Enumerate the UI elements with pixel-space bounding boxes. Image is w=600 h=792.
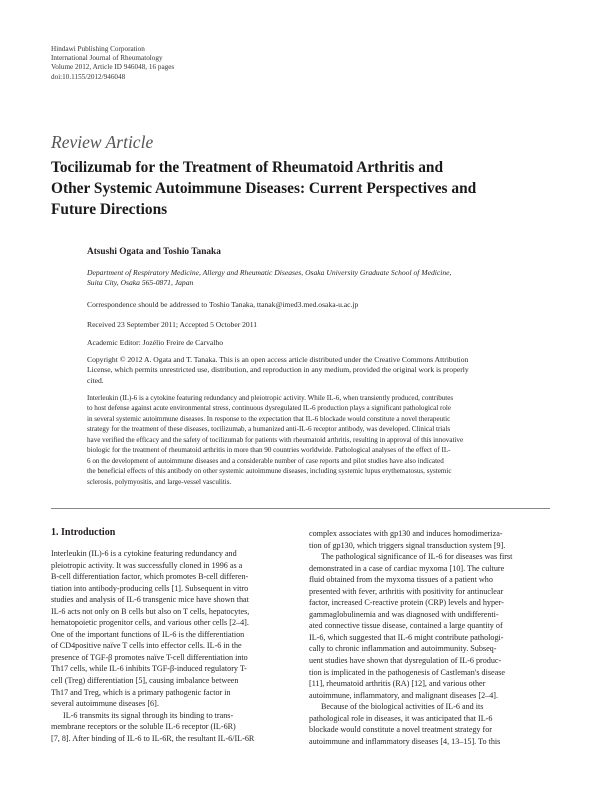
abstract-line: biologic for the treatment of rheumatoid arthritis in more than 90 countries worldwide. Pathological analyses of the effect of IL- [87,446,451,455]
body-line: autoimmune, inflammatory, and malignant diseases [2–4]. [309,690,499,700]
correspondence: Correspondence should be addressed to Toshio Tanaka, ttanak@imed3.med.osaka-u.ac.jp [87,300,359,309]
section-divider [51,508,550,509]
body-line: hematopoietic progenitor cells, and various other cells [2–4]. [51,618,249,628]
body-line: The pathological significance of IL-6 for diseases was first [321,552,513,562]
affiliation-line: Department of Respiratory Medicine, Allergy and Rheumatic Diseases, Osaka University Graduate School of Medicine, [87,268,452,277]
abstract-line: in several systemic autoimmune diseases. In response to the expectation that IL-6 blockade would constitute a novel therapeutic [87,414,451,423]
body-line: Th17 and Treg, which is a primary pathogenic factor in [51,687,231,697]
body-line: cell (Treg) differentiation [5], causing imbalance between [51,676,239,686]
left-column [51,548,292,744]
body-line: studies and analysis of IL-6 transgenic mice have shown that [51,595,249,605]
received-date: Received 23 September 2011; Accepted 5 October 2011 [87,320,258,329]
right-column [309,528,550,747]
body-line: [11], rheumatoid arthritis (RA) [12], and various other [309,679,486,689]
title-line: Other Systemic Autoimmune Diseases: Current Perspectives and [51,180,477,197]
body-line: tiation into antibody-producing cells [1]. Subsequent in vitro [51,583,249,593]
body-line: Interleukin (IL)-6 is a cytokine featuring redundancy and [51,549,237,558]
body-line: B-cell differentiation factor, which promotes B-cell differen- [51,572,249,582]
copyright-notice [87,355,550,386]
body-line: One of the important functions of IL-6 is the differentiation [51,629,245,639]
body-line: tion is implicated in the pathogenesis of Castleman's disease [309,667,505,677]
body-line: gammaglobulinemia and was diagnosed with undifferenti- [309,609,499,619]
journal-name: International Journal of Rheumatology [51,54,163,63]
affiliation-line: Suita City, Osaka 565-0871, Japan [87,278,194,288]
abstract-line: strategy for the treatment of these diseases, tocilizumab, a humanized anti-IL-6 receptor antibody, was developed. Clinical trials [87,425,451,434]
body-line: fluid obtained from the myxoma tissues of a patient who [309,575,493,585]
body-line: IL-6 transmits its signal through its binding to trans- [63,710,234,720]
title-line: Future Directions [51,201,168,218]
section-heading: 1. Introduction [51,527,116,538]
copyright-line: License, which permits unrestricted use, distribution, and reproduction in any medium, provided the original work is properly [87,365,469,375]
body-line: [7, 8]. After binding of IL-6 to IL-6R, the resultant IL-6/IL-6R [51,733,255,743]
body-line: pleiotropic activity. It was successfully cloned in 1996 as a [51,560,243,570]
body-line: tion of gp130, which triggers signal transduction system [9]. [309,540,506,550]
body-line: membrane receptors or the soluble IL-6 receptor (IL-6R) [51,722,236,732]
body-line: IL-6 acts not only on B cells but also on T cells, hepatocytes, [51,606,250,616]
publisher: Hindawi Publishing Corporation [51,45,145,53]
body-line: ated connective tissue disease, contained a large quantity of [309,621,503,631]
body-line: presence of TGF-β promotes naïve T-cell differentiation into [51,652,248,662]
abstract-line: sclerosis, polymyositis, and large-vessel vasculitis. [87,477,232,486]
abstract-line: to host defense against acute environmental stress, continuous dysregulated IL-6 production plays a significant pathological role [87,404,452,413]
body-line: demonstrated in a case of cardiac myxoma [10]. The culture [309,563,505,573]
body-line: presented with fever, arthritis with positivity for antinuclear [309,586,504,596]
body-line: uent studies have shown that dysregulation of IL-6 produc- [309,656,502,666]
body-line: IL-6, which suggested that IL-6 might contribute pathologi- [309,632,504,642]
body-line: Because of the biological activities of IL-6 and its [321,702,484,712]
abstract-line: the beneficial effects of this antibody on other systemic autoimmune diseases, including systemic lupus erythematosus, systemic [87,467,452,476]
body-line: Th17 cells, while IL-6 inhibits TGF-β-induced regulatory T- [51,664,247,674]
journal-header [51,45,174,82]
title-line: Tocilizumab for the Treatment of Rheumatoid Arthritis and [51,159,444,176]
abstract [87,393,550,487]
body-line: blockade would constitute a novel treatment strategy for [309,725,492,735]
body-line: several autoimmune diseases [6]. [51,699,159,709]
body-line: complex associates with gp130 and induces homodimeriza- [309,529,503,538]
paper-title [51,157,551,220]
abstract-line: have verified the efficacy and the safety of tocilizumab for patients with rheumatoid arthritis, resulting in approval of this innovative [87,435,464,444]
copyright-line: Copyright © 2012 A. Ogata and T. Tanaka. This is an open access article distributed under the Creative Commons Attribution [87,355,469,364]
body-line: pathological role in diseases, it was anticipated that IL-6 [309,713,493,723]
abstract-line: Interleukin (IL)-6 is a cytokine featuring redundancy and pleiotropic activity. While IL-6, when transiently produced, contributes [87,394,454,402]
doi: doi:10.1155/2012/946048 [51,72,126,81]
authors: Atsushi Ogata and Toshio Tanaka [87,247,221,257]
body-line: autoimmune and inflammatory diseases [4, 13–15]. To this [309,736,501,746]
affiliation [87,268,547,289]
body-line: factor, increased C-reactive protein (CRP) levels and hyper- [309,598,504,608]
body-line: cally to chronic inflammation and autoimmunity. Subseq- [309,644,497,654]
academic-editor: Academic Editor: Jozélio Freire de Carvalho [87,338,224,347]
volume-info: Volume 2012, Article ID 946048, 16 pages [51,63,175,72]
body-line: of CD4positive naïve T cells into effector cells. IL-6 in the [51,641,242,651]
abstract-line: 6 on the development of autoimmune diseases and a considerable number of case reports and pilot studies have also indicated [87,456,444,465]
copyright-line: cited. [87,375,104,385]
article-type: Review Article [51,132,154,152]
